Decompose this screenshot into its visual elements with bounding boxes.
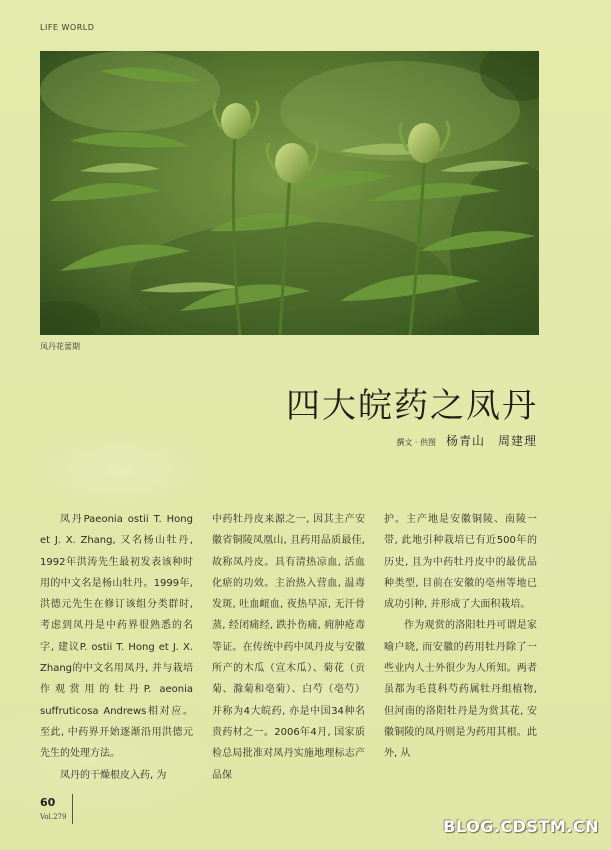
paragraph: 作为观赏的洛阳牡丹可谓是家喻户晓, 而安徽的药用牡丹除了一些业内人士外很少为人所知。两者虽都为毛茛科芍药属牡丹组植物, 但河南的洛阳牡丹是为赏其花, 安徽铜陵的凤丹则是为药用其根。此外, 从	[384, 620, 537, 760]
text-column-2	[212, 509, 365, 786]
site-watermark: BLOG.CDSTM.CN	[443, 817, 599, 836]
page-number: 60	[40, 796, 56, 809]
paragraph: 中药牡丹皮来源之一, 因其主产安徽省铜陵凤凰山, 且药用品质最佳, 故称凤丹皮。具有清热凉血, 活血化瘀的功效。主治热入营血, 温毒发斑, 吐血衄血, 夜热早凉, 无汗骨蒸, 经闭痛经, 跌扑伤痛, 痈肿疮毒等证。在传统中药中凤丹皮与安徽所产的木瓜（宣木瓜）、菊花（贡菊、滁菊和亳菊）、白芍（亳芍）并称为4大皖药, 亦是中国34种名贵药材之一。2006年4月, 国家质检总局批准对凤丹实施地理标志产品保	[212, 514, 365, 781]
text-column-3	[384, 509, 537, 765]
section-tag: LIFE WORLD	[40, 23, 95, 32]
paragraph: 凤丹Paeonia ostii T. Hong et J. X. Zhang, 又名杨山牡丹, 1992年洪涛先生最初发表该种时用的中文名是杨山牡丹。1999年, 洪德元先生在修订该组分类群时, 考虑到凤丹是中药界很熟悉的名字, 建议P. ostii T. Hong et J. X. Zhang的中文名用凤丹, 并与栽培作观赏用的牡丹P. aeonia suffruticosa Andrews相对应。至此, 中药界开始逐渐沿用洪德元先生的处理方法。	[40, 514, 193, 760]
paragraph: 凤丹的干燥根皮入药, 为	[60, 769, 167, 781]
byline-authors: 杨青山 周建理	[445, 434, 537, 448]
paragraph: 护。主产地是安徽铜陵、南陵一带, 此地引种栽培已有近500年的历史, 且为中药牡丹皮中的最优品种类型, 目前在安徽的亳州等地已成功引种, 并形成了大面积栽培。	[384, 514, 537, 611]
text-column-1	[40, 509, 193, 786]
byline	[396, 432, 537, 449]
article-title: 四大皖药之凤丹	[286, 386, 538, 426]
peony-bud-photo	[40, 51, 539, 335]
photo-caption: 凤丹花蕾期	[40, 342, 80, 351]
volume-label: Vol.279	[40, 813, 67, 821]
footer-divider	[72, 794, 73, 824]
byline-label: 撰文 · 供图	[396, 438, 436, 447]
photo-illustration	[40, 51, 539, 335]
